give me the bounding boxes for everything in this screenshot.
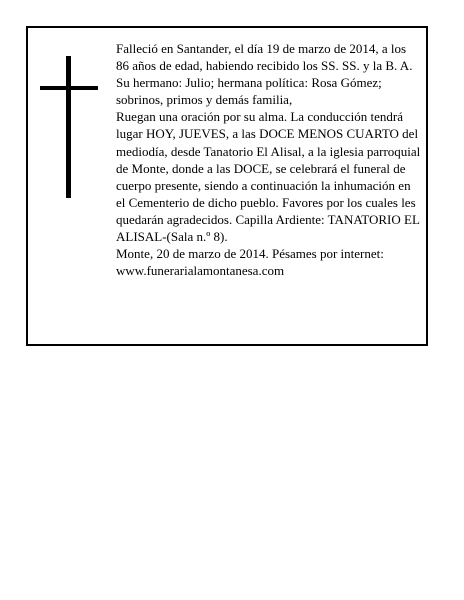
notice-paragraph-service: Ruegan una oración por su alma. La conducción tendrá lugar HOY, JUEVES, a las DOCE MENOS CUARTO del mediodía, desde Tanatorio El Alisal, a la iglesia parroquial de Monte, donde a las DOCE, se celebrará el funeral de cuerpo presente, siendo a continuación la inhumación en el Cementerio de dicho pueblo. Favores por los cuales les quedarán agradecidos. Capilla Ardiente: TANATORIO EL ALISAL-(Sala n.º 8).	[116, 109, 421, 245]
notice-text	[116, 40, 422, 279]
latin-cross-icon	[40, 56, 98, 198]
obituary-notice	[26, 26, 428, 346]
notice-paragraph-family: Su hermano: Julio; hermana política: Rosa Gómez; sobrinos, primos y demás familia,	[116, 75, 382, 108]
notice-paragraph-date-web: Monte, 20 de marzo de 2014. Pésames por internet: www.funerarialamontanesa.com	[116, 246, 384, 279]
cross-vertical-bar	[66, 56, 71, 198]
notice-paragraph-death: Falleció en Santander, el día 19 de marzo de 2014, a los 86 años de edad, habiendo recibido los SS. SS. y la B. A.	[116, 41, 413, 74]
cross-horizontal-bar	[40, 86, 98, 90]
